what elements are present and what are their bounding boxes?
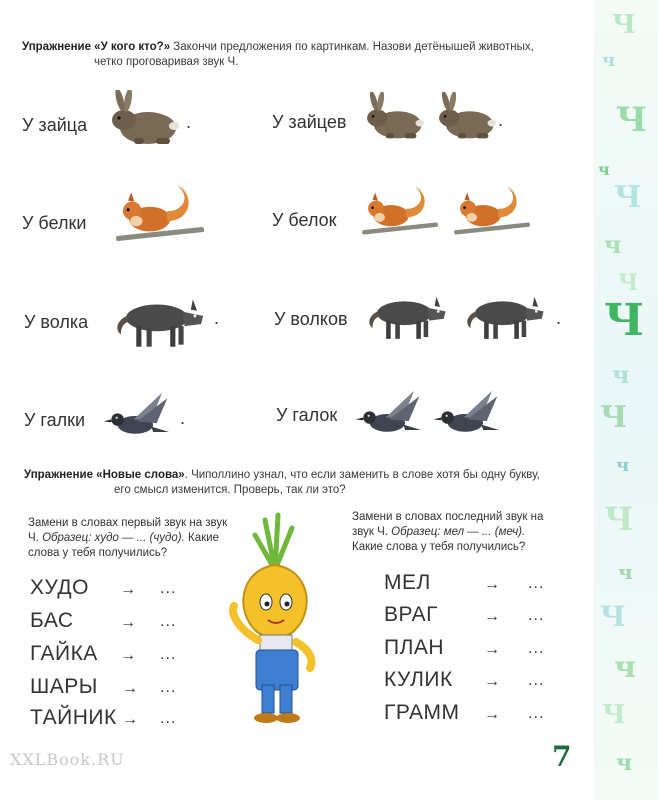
left-task-line3: слова у тебя получились?: [28, 547, 168, 559]
right-task-instructions: [352, 510, 592, 555]
left-word-1: ХУДО: [30, 576, 89, 599]
row1-left-dot: .: [186, 112, 192, 132]
arrow-icon: →: [122, 680, 138, 697]
left-word-2: БАС: [30, 609, 74, 632]
answer-blank: ...: [528, 575, 545, 592]
right-word-2: ВРАГ: [384, 603, 438, 626]
row3-right-dot: .: [556, 308, 562, 328]
answer-blank: ...: [160, 710, 177, 727]
answer-blank: ...: [528, 705, 545, 722]
answer-blank: ...: [528, 607, 545, 624]
arrow-icon: →: [120, 581, 136, 598]
hare-icon: [434, 92, 502, 144]
row1-left-label: У зайца: [22, 115, 88, 135]
left-task-line1: Замени в словах первый звук на звук: [28, 517, 228, 529]
row4-left-label: У галки: [24, 410, 86, 430]
left-task-sample: Образец: худо — ... (чудо).: [42, 532, 185, 544]
row1-right-label: У зайцев: [272, 112, 347, 132]
exercise2-text-line1: . Чиполлино узнал, что если заменить в слове хотя бы одну букву,: [184, 469, 540, 481]
arrow-icon: →: [484, 576, 500, 593]
exercise2-text-line2: его смысл изменится. Проверь, так ли это?: [114, 484, 346, 496]
decorative-letter-strip: Ч ч Ч ч Ч ч Ч Ч ч Ч ч Ч ч Ч ч Ч ч: [594, 0, 658, 800]
arrow-icon: →: [484, 706, 500, 723]
exercise1-text-line2: четко проговаривая звук Ч.: [94, 56, 239, 68]
squirrel-icon: [360, 182, 440, 244]
right-task-line1: Замени в словах последний звук на: [352, 511, 544, 523]
row2-left-label: У белки: [22, 213, 87, 233]
arrow-icon: →: [120, 647, 136, 664]
answer-blank: ...: [528, 640, 545, 657]
arrow-icon: →: [122, 711, 138, 728]
wolf-icon: [362, 284, 456, 348]
exercise2-title: Упражнение «Новые слова»: [24, 469, 185, 481]
row3-left-dot: .: [214, 308, 220, 328]
exercise1-instructions: [22, 40, 562, 70]
right-task-line3: Какие слова у тебя получились?: [352, 541, 526, 553]
jackdaw-icon: [428, 386, 508, 442]
exercise2-instructions: [24, 468, 584, 498]
answer-blank: ...: [160, 580, 177, 597]
arrow-icon: →: [484, 608, 500, 625]
left-task-line2a: Ч.: [28, 532, 43, 544]
row3-left-label: У волка: [24, 312, 89, 332]
hare-icon: [106, 90, 186, 150]
answer-blank: ...: [160, 679, 177, 696]
left-task-line2b: Какие: [184, 532, 219, 544]
left-word-3: ГАЙКА: [30, 642, 98, 665]
right-word-4: КУЛИК: [384, 668, 453, 691]
row4-right-label: У галок: [276, 405, 338, 425]
wolf-icon: [110, 285, 214, 357]
row3-right-label: У волков: [274, 309, 348, 329]
arrow-icon: →: [484, 641, 500, 658]
onion-boy-illustration: [220, 510, 330, 730]
squirrel-icon: [112, 180, 208, 252]
right-word-1: МЕЛ: [384, 571, 431, 594]
hare-icon: [362, 92, 430, 144]
row1-right-dot: .: [498, 110, 504, 130]
jackdaw-icon: [350, 386, 430, 442]
left-word-5: ТАЙНИК: [30, 706, 117, 729]
right-word-3: ПЛАН: [384, 636, 445, 659]
page-number: 7: [552, 740, 572, 773]
answer-blank: ...: [160, 646, 177, 663]
arrow-icon: →: [484, 673, 500, 690]
right-word-5: ГРАММ: [384, 701, 460, 724]
watermark: XXLBook.RU: [10, 750, 125, 769]
row4-left-dot: .: [180, 408, 186, 428]
right-task-line2a: звук Ч.: [352, 526, 392, 538]
row2-right-label: У белок: [272, 210, 337, 230]
right-task-sample: Образец: мел — ... (меч).: [391, 526, 526, 538]
answer-blank: ...: [160, 613, 177, 630]
exercise1-title: Упражнение «У кого кто?»: [22, 41, 171, 53]
left-word-4: ШАРЫ: [30, 675, 98, 698]
jackdaw-icon: [98, 388, 178, 444]
answer-blank: ...: [528, 672, 545, 689]
wolf-icon: [460, 284, 554, 348]
arrow-icon: →: [120, 614, 136, 631]
squirrel-icon: [452, 182, 532, 244]
exercise1-text-line1: Закончи предложения по картинкам. Назови детёнышей животных,: [170, 41, 534, 53]
